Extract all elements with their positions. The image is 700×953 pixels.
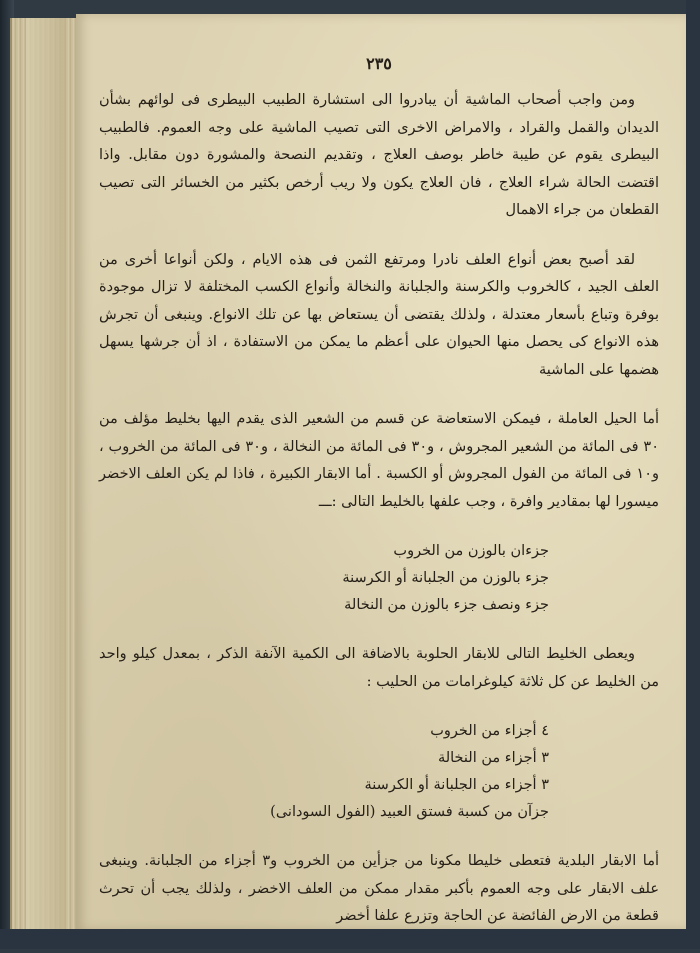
page-content bbox=[99, 54, 659, 953]
list-item: ٣ أجزاء من الجلبانة أو الكرسنة bbox=[364, 777, 549, 793]
book-page bbox=[76, 14, 686, 930]
paragraph-local-cattle: أما الابقار البلدية فتعطى خليطا مكونا من جزأين من الخروب و٣ أجزاء من الجلبانة. وينبغى علف الابقار على وجه العموم بأكبر مقدار ممكن من العلف الاخضر ، ولذلك يجب أن تحرث قطعة من الارض الفائضة عن الحاجة وتزرع علفا أخضر bbox=[99, 853, 659, 924]
list-item: جزء بالوزن من الجلبانة أو الكرسنة bbox=[342, 570, 549, 586]
bottom-border bbox=[0, 929, 700, 949]
list-item: جزآن من كسبة فستق العبيد (الفول السودانى) bbox=[270, 804, 549, 820]
list-item: ٤ أجزاء من الخروب bbox=[430, 723, 549, 739]
paragraph-vet-advice: ومن واجب أصحاب الماشية أن يبادروا الى استشارة الطبيب البيطرى فى لوائهم بشأن الديدان والقمل والقراد ، والامراض الاخرى التى تصيب الماشية على وجه العموم. فالطبيب البيطرى يقوم عن طيبة خاطر بوصف العلاج ، وتقديم النصحة والمشورة دون مقابل. واذا اقتضت الحالة شراء العلاج ، فان العلاج يكون ولا ريب أرخص بكثير من الخسائر التى تصيب القطعان من جراء الاهمال bbox=[99, 92, 659, 218]
right-border bbox=[686, 0, 700, 949]
list-item: جزء ونصف جزء بالوزن من النخالة bbox=[344, 597, 549, 613]
paragraph-dairy-cows: ويعطى الخليط التالى للابقار الحلوبة بالاضافة الى الكمية الآنفة الذكر ، بمعدل كيلو واحد من الخليط عن كل ثلاثة كيلوغرامات من الحليب : bbox=[99, 646, 659, 690]
list-item: جزءان بالوزن من الخروب bbox=[393, 543, 549, 559]
paragraph-working-animals: أما الحيل العاملة ، فيمكن الاستعاضة عن قسم من الشعير الذى يقدم اليها بخليط مؤلف من ٣٠ فى المائة من الشعير المجروش ، و٣٠ فى المائة من النخالة ، و٣٠ فى المائة من الخروب ، و١٠ فى المائة من الفول المجروش أو الكسبة . أما الابقار الكبيرة ، فاذا لم يكن العلف الاخضر ميسورا لها بمقادير وافرة ، وجب علفها بالخليط التالى :ـــ bbox=[99, 411, 659, 510]
page-stack-edge bbox=[10, 18, 82, 930]
mixture-list-cattle bbox=[99, 538, 659, 619]
paragraph-fodder-types: لقد أصبح بعض أنواع العلف نادرا ومرتفع الثمن فى هذه الايام ، ولكن أنواعا أخرى من العلف الجيد ، كالخروب والكرسنة والجلبانة والنخالة وأنواع الكسب المختلفة لا تزال موجودة بوفرة وتباع بأسعار معتدلة ، ولذلك يقتضى أن يستعاض بها عن تلك الانواع. وينبغى أن تجرش هذه الانواع كى يحصل منها الحيوان على أعظم ما يمكن من الاستفادة ، اذ أن جرشها يسهل هضمها على الماشية bbox=[99, 251, 659, 378]
list-item: ٣ أجزاء من النخالة bbox=[437, 750, 549, 766]
mixture-list-dairy bbox=[99, 718, 659, 826]
page-number: ٢٣٥ bbox=[366, 54, 392, 73]
page-edge-shadow bbox=[26, 18, 66, 930]
